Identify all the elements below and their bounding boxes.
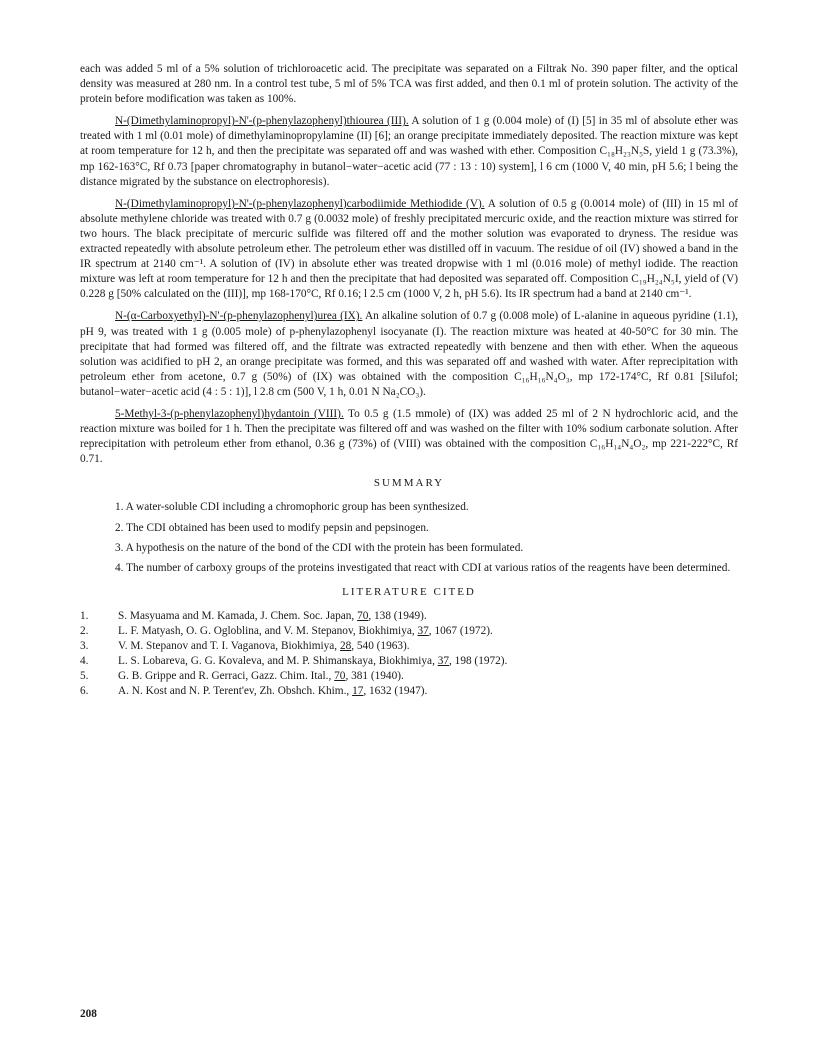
reference-text: G. B. Grippe and R. Gerraci, Gazz. Chim. Ital., 70, 381 (1940). xyxy=(118,670,404,683)
summary-item: 3. A hypothesis on the nature of the bond of the CDI with the protein has been formulated. xyxy=(115,541,524,554)
reference-number: 6. xyxy=(80,685,89,698)
page-body xyxy=(80,62,738,699)
reference-item xyxy=(80,609,738,624)
paragraph-text: A solution of 1 g (0.004 mole) of (I) [5] in 35 ml of absolute ether was treated with 1 ml (0.01 mole) of dimethylaminopropylamine (II) [6]; an orange precipitate immediately deposited. The reaction mixture was kept at room temperature for 12 h, and then the precipitate was separated off and was washed with ether. Composition C₁₈H₂₃N₅S, yield 1 g (73.3%), mp 162-163°C, Rf 0.73 [paper chromatography in butanol−water−acetic acid (77 : 13 : 10) system], l 6 cm (1000 V, 40 min, pH 5.6; l being the distance migrated by the substance on electrophoresis). xyxy=(80,115,738,188)
reference-text: L. S. Lobareva, G. G. Kovaleva, and M. P. Shimanskaya, Biokhimiya, 37, 198 (1972). xyxy=(118,655,508,668)
compound-title-hydantoin: 5-Methyl-3-(p-phenylazophenyl)hydantoin (VIII). xyxy=(115,407,344,420)
synthesis-paragraph-thiourea xyxy=(80,114,738,189)
page-number: 208 xyxy=(80,1008,97,1020)
compound-title-urea: N-(α-Carboxyethyl)-N'-(p-phenylazophenyl)urea (IX). xyxy=(115,310,363,323)
compound-title-carbodiimide: N-(Dimethylaminopropyl)-N'-(p-phenylazophenyl)carbodiimide Methiodide (V). xyxy=(115,197,485,210)
reference-volume: 70 xyxy=(334,670,346,683)
summary-heading: SUMMARY xyxy=(373,477,445,490)
reference-number: 3. xyxy=(80,640,89,653)
synthesis-paragraph-urea xyxy=(80,309,738,400)
paragraph-text: A solution of 0.5 g (0.0014 mole) of (III) in 15 ml of absolute methylene chloride was treated with 0.7 g (0.0032 mole) of freshly precipitated mercuric oxide, and the reaction mixture was stirred for two hours. The black precipitate of mercuric sulfide was filtered off and the mother solution was evaporated to dryness. The residue was extracted repeatedly with absolute petroleum ether. The petroleum ether was distilled off in vacuum. The residue of oil (IV) showed a band in the IR spectrum at 2140 cm⁻¹. A solution of (IV) in absolute ether was treated dropwise with 1 ml (0.016 mole) of methyl iodide. The reaction mixture was left at room temperature for 12 h and then the precipitate that had deposited was separated off. Composition C₁₉H₂₄N₅I, yield of (V) 0.228 g [50% calculated on the (III)], mp 168-170°C, Rf 0.16; l 2.5 cm (1000 V, 2 h, pH 5.6). Its IR spectrum had a band at 2140 cm⁻¹. xyxy=(80,197,739,301)
reference-item xyxy=(80,639,738,654)
reference-volume: 28 xyxy=(339,640,352,653)
paragraph-text: An alkaline solution of 0.7 g (0.008 mole) of L-alanine in aqueous pyridine (1.1), pH 9, was treated with 1 g (0.005 mole) of p-phenylazophenyl isocyanate (I). The reaction mixture was heated at 40-50°C for 30 min. The precipitate that had formed was filtered off, and the filtrate was extracted repeatedly with benzene and then with ether. When the aqueous solution was acidified to pH 2, an orange precipitate was formed, and this was separated off and washed with water. After reprecipitation with petroleum ether from acetone, 0.7 g (50%) of (IX) was obtained with the composition C₁₆H₁₆N₄O₃, mp 172-174°C, Rf 0.81 [Silufol; butanol−water−acetic acid (4 : 5 : 1)], l 2.8 cm (500 V, 1 h, 0.01 N Na₂CO₃). xyxy=(80,310,738,398)
reference-item xyxy=(80,654,738,669)
reference-text: S. Masyuama and M. Kamada, J. Chem. Soc. Japan, 70, 138 (1949). xyxy=(118,609,427,622)
reference-item xyxy=(80,624,738,639)
reference-volume: 37 xyxy=(417,625,429,637)
synthesis-paragraph-carbodiimide xyxy=(80,197,738,303)
reference-number: 1. xyxy=(80,609,89,622)
compound-title-thiourea: N-(Dimethylaminopropyl)-N'-(p-phenylazophenyl)thiourea (III). xyxy=(115,115,409,128)
reference-volume: 37 xyxy=(437,655,450,668)
reference-item xyxy=(80,684,738,699)
reference-text: L. F. Matyash, O. G. Ogloblina, and V. M. Stepanov, Biokhimiya, 37, 1067 (1972). xyxy=(118,625,493,637)
reference-volume: 17 xyxy=(352,685,364,698)
reference-number: 2. xyxy=(80,625,89,637)
summary-item: 2. The CDI obtained has been used to modify pepsin and pepsinogen. xyxy=(115,521,429,534)
intro-paragraph: each was added 5 ml of a 5% solution of trichloroacetic acid. The precipitate was separated on a Filtrak No. 390 paper filter, and the optical density was measured at 280 nm. In a control test tube, 5 ml of 5% TCA was first added, and then 0.1 ml of protein solution. The activity of the protein before modification was taken as 100%. xyxy=(80,63,738,106)
reference-text: A. N. Kost and N. P. Terent'ev, Zh. Obshch. Khim., 17, 1632 (1947). xyxy=(118,685,428,698)
reference-text: V. M. Stepanov and T. I. Vaganova, Biokhimiya, 28, 540 (1963). xyxy=(118,640,410,653)
summary-item: 1. A water-soluble CDI including a chromophoric group has been synthesized. xyxy=(115,501,469,514)
literature-heading: LITERATURE CITED xyxy=(342,585,476,598)
reference-volume: 70 xyxy=(357,609,369,622)
reference-item xyxy=(80,669,738,684)
reference-number: 4. xyxy=(80,655,89,668)
synthesis-paragraph-hydantoin xyxy=(80,407,738,467)
summary-item: 4. The number of carboxy groups of the proteins investigated that react with CDI at various ratios of the reagents have been determined. xyxy=(115,561,731,574)
reference-number: 5. xyxy=(80,670,89,683)
paragraph-text: To 0.5 g (1.5 mmole) of (IX) was added 25 ml of 2 N hydrochloric acid, and the reaction mixture was boiled for 1 h. Then the precipitate was filtered off and was washed on the filter with 10% sodium carbonate solution. After reprecipitation with petroleum ether from ethanol, 0.36 g (73%) of (VIII) was obtained with the composition C₁₆H₁₄N₄O₂, mp 221-222°C, Rf 0.71. xyxy=(80,407,738,466)
